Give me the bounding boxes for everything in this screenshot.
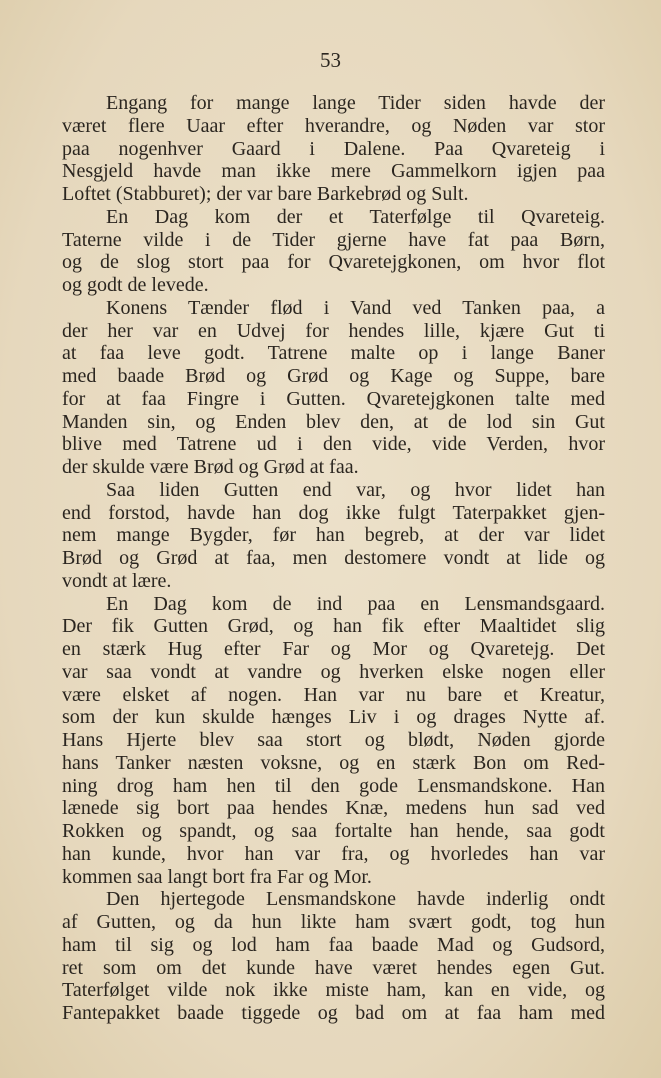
text-line: ham til sig og lod ham faa baade Mad og Gudsord, xyxy=(62,933,605,956)
text-line: at faa leve godt. Tatrene malte op i lange Baner xyxy=(62,342,605,365)
paragraph xyxy=(62,888,605,1025)
text-line: En Dag kom de ind paa en Lensmandsgaard. xyxy=(106,592,605,615)
text-line: Hans Hjerte blev saa stort og blødt, Nøden gjorde xyxy=(62,729,605,751)
text-line: og godt de levede. xyxy=(62,274,209,296)
text-line: Taterne vilde i de Tider gjerne have fat paa Børn, xyxy=(62,228,605,251)
text-line: og de slog stort paa for Qvaretejgkonen, om hvor flot xyxy=(62,251,605,274)
text-line: Saa liden Gutten end var, og hvor lidet han xyxy=(106,478,605,501)
text-line: Manden sin, og Enden blev den, at de lod sin Gut xyxy=(62,410,605,433)
text-line: Fantepakket baade tiggede og bad om at faa ham med xyxy=(62,1002,605,1024)
text-line: han kunde, hvor han var fra, og hvorledes han var xyxy=(62,842,605,865)
text-line: en stærk Hug efter Far og Mor og Qvaretejg. Det xyxy=(62,638,605,660)
paragraph xyxy=(62,297,605,479)
paragraph xyxy=(62,92,605,206)
text-line: Nesgjeld havde man ikke mere Gammelkorn igjen paa xyxy=(62,160,605,183)
text-line: for at faa Fingre i Gutten. Qvaretejgkonen talte med xyxy=(62,387,605,410)
text-line: nem mange Bygder, før han begreb, at der var lidet xyxy=(62,524,605,547)
text-line: kommen saa langt bort fra Far og Mor. xyxy=(62,865,372,888)
page-number: 53 xyxy=(320,48,341,72)
paragraph xyxy=(62,479,605,593)
text-line: som der kun skulde hænges Liv i og drages Nytte af. xyxy=(62,706,605,729)
text-line: ret som om det kunde have været hendes egen Gut. xyxy=(62,956,605,979)
text-line: var saa vondt at vandre og hverken elske nogen eller xyxy=(62,660,605,683)
text-line: Brød og Grød at faa, men destomere vondt at lide og xyxy=(62,547,605,569)
text-line: En Dag kom der et Taterfølge til Qvareteig. xyxy=(106,205,605,228)
text-line: blive med Tatrene ud i den vide, vide Verden, hvor xyxy=(62,433,605,456)
text-line: Den hjertegode Lensmandskone havde inderlig ondt xyxy=(106,888,605,911)
text-line: Rokken og spandt, og saa fortalte han hende, saa godt xyxy=(62,820,605,842)
text-line: der her var en Udvej for hendes lille, kjære Gut ti xyxy=(62,319,605,342)
paragraph xyxy=(62,593,605,889)
text-line: der skulde være Brød og Grød at faa. xyxy=(62,456,359,478)
text-line: været flere Uaar efter hverandre, og Nøden var stor xyxy=(62,114,605,137)
text-line: med baade Brød og Grød og Kage og Suppe, bare xyxy=(62,365,605,387)
text-line: lænede sig bort paa hendes Knæ, medens hun sad ved xyxy=(62,797,605,820)
text-line: vondt at lære. xyxy=(62,569,172,592)
text-line: hans Tanker næsten voksne, og en stærk Bon om Red- xyxy=(62,751,605,774)
text-line: af Gutten, og da hun likte ham svært godt, tog hun xyxy=(62,911,605,933)
text-line: Engang for mange lange Tider siden havde der xyxy=(106,92,605,114)
text-line: ning drog ham hen til den gode Lensmandskone. Han xyxy=(62,774,605,797)
body-text xyxy=(62,92,605,1025)
text-line: end forstod, havde han dog ikke fulgt Taterpakket gjen- xyxy=(62,501,605,524)
text-line: Taterfølget vilde nok ikke miste ham, kan en vide, og xyxy=(62,979,605,1002)
text-line: være elsket af nogen. Han var nu bare et Kreatur, xyxy=(62,683,605,706)
paragraph xyxy=(62,206,605,297)
text-line: paa nogenhver Gaard i Dalene. Paa Qvareteig i xyxy=(62,137,605,160)
text-line: Konens Tænder flød i Vand ved Tanken paa, a xyxy=(106,296,605,319)
text-line: Loftet (Stabburet); der var bare Barkebrød og Sult. xyxy=(62,183,469,205)
text-line: Der fik Gutten Grød, og han fik efter Maaltidet slig xyxy=(62,615,605,638)
